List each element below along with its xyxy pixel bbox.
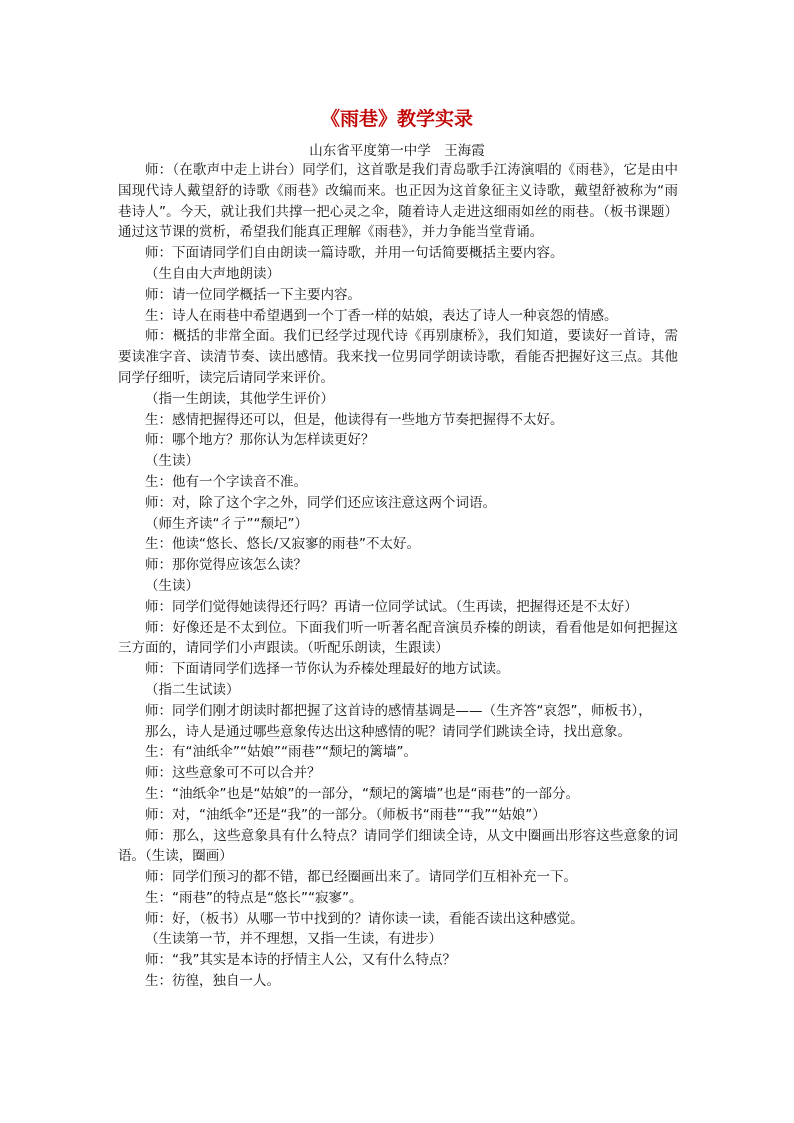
document-body	[118, 160, 678, 992]
paragraph: 师：同学们预习的都不错，都已经圈画出来了。请同学们互相补充一下。	[145, 869, 577, 886]
document-title: 《雨巷》教学实录	[320, 108, 473, 130]
paragraph: （生自由大声地朗读）	[145, 265, 280, 282]
paragraph: 师：那你觉得应该怎么读？	[145, 557, 307, 574]
paragraph: （师生齐读“彳亍”“颓圮”）	[145, 515, 308, 532]
paragraph: 师：这些意象可不可以合并？	[145, 765, 321, 782]
paragraph: 师：同学们刚才朗读时都把握了这首诗的感情基调是——（生齐答“哀怨”，师板书），	[145, 702, 652, 719]
paragraph: （生读第一节，并不理想，又指一生读，有进步）	[145, 931, 442, 948]
paragraph: （生读）	[145, 577, 199, 594]
paragraph: 师：概括的非常全面。我们已经学过现代诗《再别康桥》，我们知道，要读好一首诗，需要读准字音、读清节奏、读出感情。我来找一位男同学朗读诗歌，看能否把握好这三点。其他同学仔细听，读完后请同学来评价。	[118, 328, 678, 386]
paragraph: （生读）	[145, 453, 199, 470]
paragraph: 师：对，“油纸伞”还是“我”的一部分。（师板书“雨巷”“我”“姑娘”）	[145, 806, 546, 823]
paragraph: 师：请一位同学概括一下主要内容。	[145, 286, 361, 303]
paragraph: （指一生朗读，其他学生评价）	[145, 390, 334, 407]
paragraph: 生：有“油纸伞”“姑娘”“雨巷”“颓圮的篱墙”。	[145, 744, 417, 761]
paragraph: 师：下面请同学们选择一节你认为乔榛处理最好的地方试读。	[145, 661, 510, 678]
paragraph: 师：好像还是不太到位。下面我们听一听著名配音演员乔榛的朗读，看看他是如何把握这三方面的，请同学们小声跟读。（听配乐朗读，生跟读）	[118, 619, 678, 657]
paragraph: （指二生试读）	[145, 681, 240, 698]
paragraph: 师：（在歌声中走上讲台）同学们，这首歌是我们青岛歌手江涛演唱的《雨巷》，它是由中国现代诗人戴望舒的诗歌《雨巷》改编而来。也正因为这首象征主义诗歌，戴望舒被称为“雨巷诗人”。今天，就让我们共撑一把心灵之伞，随着诗人走进这细雨如丝的雨巷。（板书课题）通过这节课的赏析，希望我们能真正理解《雨巷》，并力争能当堂背诵。	[118, 162, 678, 241]
author-line: 山东省平度第一中学 王海霞	[309, 143, 485, 159]
paragraph: 师：下面请同学们自由朗读一篇诗歌，并用一句话简要概括主要内容。	[145, 245, 564, 262]
paragraph: 生：他读“悠长、悠长/又寂寥的雨巷”不太好。	[145, 536, 421, 553]
paragraph: 生：感情把握得还可以，但是，他读得有一些地方节奏把握得不太好。	[145, 411, 564, 428]
paragraph: 生：“油纸伞”也是“姑娘”的一部分，“颓圮的篱墙”也是“雨巷”的一部分。	[145, 785, 579, 802]
paragraph: 师：同学们觉得她读得还行吗？再请一位同学试试。（生再读，把握得还是不太好）	[145, 598, 638, 615]
paragraph: 师：哪个地方？那你认为怎样读更好？	[145, 432, 375, 449]
paragraph: 生：他有一个字读音不准。	[145, 473, 307, 490]
paragraph: 生：诗人在雨巷中希望遇到一个丁香一样的姑娘，表达了诗人一种哀怨的情感。	[145, 307, 618, 324]
paragraph: 师：好，（板书）从哪一节中找到的？请你读一读，看能否读出这种感觉。	[145, 910, 584, 927]
paragraph: 师：那么，这些意象具有什么特点？请同学们细读全诗，从文中圈画出形容这些意象的词语。（生读，圈画）	[118, 827, 678, 865]
paragraph: 那么，诗人是通过哪些意象传达出这种感情的呢？请同学们跳读全诗，找出意象。	[145, 723, 631, 740]
paragraph: 师：“我”其实是本诗的抒情主人公，又有什么特点？	[145, 952, 456, 969]
paragraph: 师：对，除了这个字之外，同学们还应该注意这两个词语。	[145, 494, 496, 511]
paragraph: 生：彷徨，独自一人。	[145, 973, 280, 990]
paragraph: 生：“雨巷”的特点是“悠长”“寂寥”。	[145, 889, 363, 906]
